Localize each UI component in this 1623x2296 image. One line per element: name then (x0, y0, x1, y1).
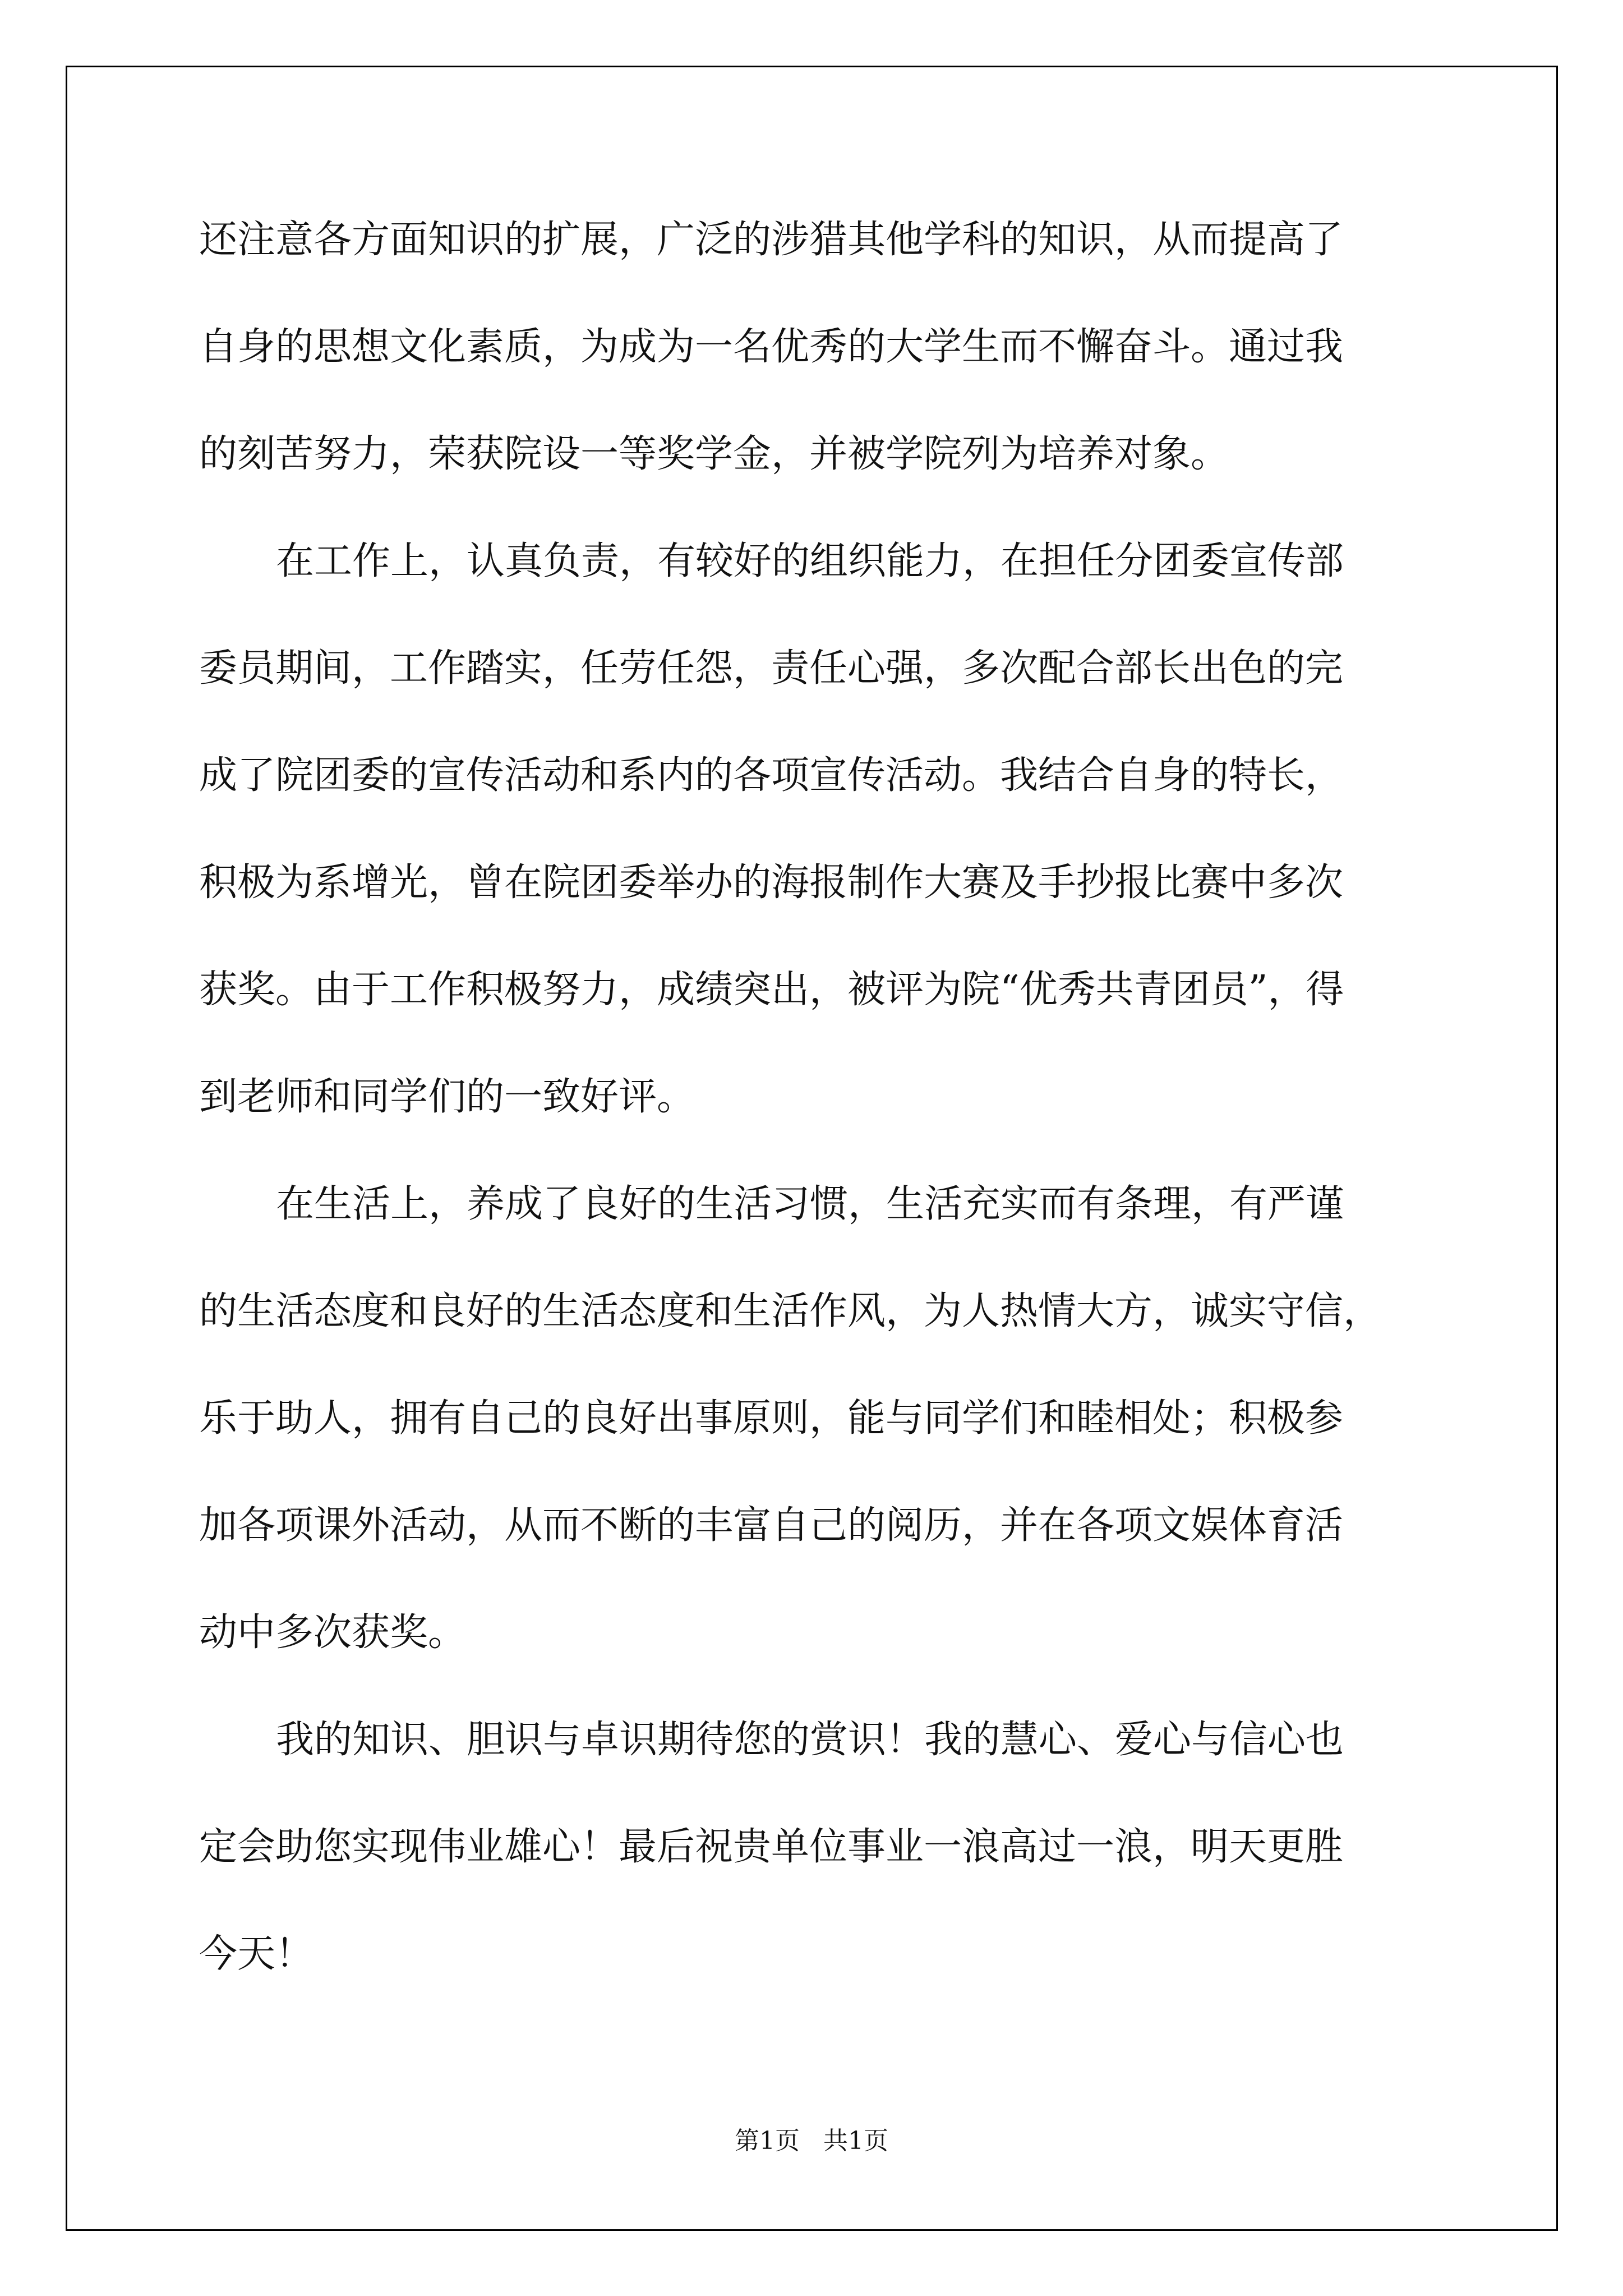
paragraph-4 (199, 1712, 1438, 2033)
text-line: 在工作上，认真负责，有较好的组织能力，在担任分团委宣传部 (276, 539, 1344, 583)
text-line: 积极为系增光，曾在院团委举办的海报制作大赛及手抄报比赛中多次 (199, 861, 1344, 905)
text-line: 委员期间，工作踏实，任劳任怨，责任心强，多次配合部长出色的完 (199, 646, 1344, 691)
text-line: 自身的思想文化素质，为成为一名优秀的大学生而不懈奋斗。通过我 (199, 325, 1344, 369)
text-line: 乐于助人，拥有自己的良好出事原则，能与同学们和睦相处；积极参 (199, 1396, 1344, 1441)
page-footer: 第1页 共1页 (735, 2127, 888, 2155)
text-line: 今天！ (199, 1932, 314, 1976)
text-line: 在生活上，养成了良好的生活习惯，生活充实而有条理，有严谨 (276, 1182, 1344, 1226)
paragraph-1 (199, 212, 1438, 533)
text-line: 成了院团委的宣传活动和系内的各项宣传活动。我结合自身的特长， (199, 753, 1344, 798)
text-line: 的生活态度和良好的生活态度和生活作风，为人热情大方，诚实守信， (199, 1289, 1382, 1333)
text-line: 我的知识、胆识与卓识期待您的赏识！我的慧心、爱心与信心也 (276, 1718, 1344, 1762)
text-line: 动中多次获奖。 (199, 1611, 467, 1655)
text-line: 到老师和同学们的一致好评。 (199, 1075, 695, 1119)
text-line: 获奖。由于工作积极努力，成绩突出，被评为院“优秀共青团员”，得 (199, 968, 1344, 1012)
document-body (199, 212, 1438, 2033)
text-line: 还注意各方面知识的扩展，广泛的涉猎其他学科的知识，从而提高了 (199, 218, 1344, 262)
text-line: 定会助您实现伟业雄心！最后祝贵单位事业一浪高过一浪，明天更胜 (199, 1825, 1344, 1869)
text-line: 加各项课外活动，从而不断的丰富自己的阅历，并在各项文娱体育活 (199, 1503, 1344, 1548)
paragraph-2 (199, 533, 1438, 1176)
paragraph-3 (199, 1176, 1438, 1712)
text-line: 的刻苦努力，荣获院设一等奖学金，并被学院列为培养对象。 (199, 432, 1229, 476)
